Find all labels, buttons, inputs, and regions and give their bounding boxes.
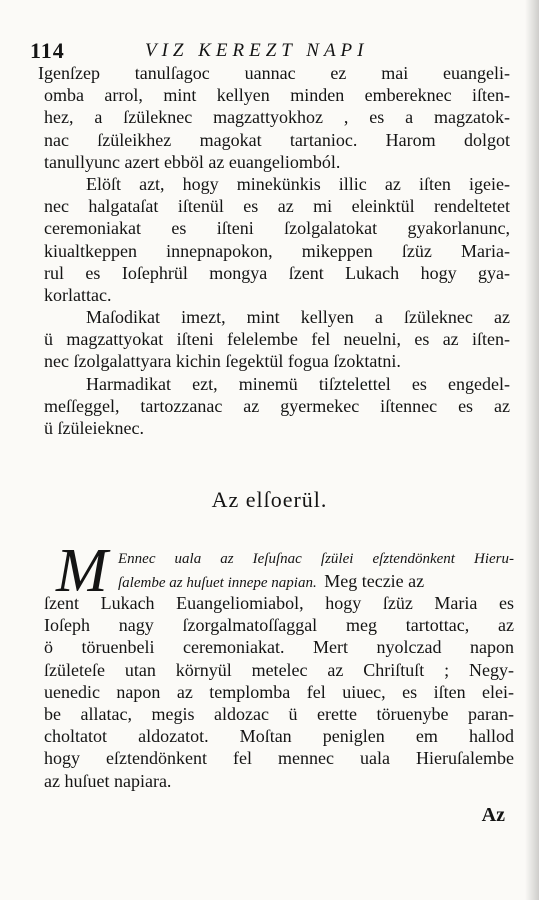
- text-line: Ioſeph nagy ſzorgalmatoſſaggal meg tartottac, az: [44, 615, 514, 636]
- text-line: nec halgataſat iſtenül es az mi eleinktül rendeltetet: [44, 196, 510, 217]
- text-line: tanullyunc azert ebböl az euangeliomból.: [44, 151, 341, 172]
- text-line: hogy eſztendönkent fel mennec uala Hieruſalembe: [44, 748, 514, 769]
- text-line: nac ſzüleikhez magokat tartanioc. Harom dolgot: [44, 129, 510, 150]
- italic-line: Ennec uala az Ieſuſnac ſzülei eſztendönkent Hieru-: [118, 551, 514, 567]
- text-line: az huſuet napiara.: [44, 770, 172, 791]
- text-line: ö töruenbeli ceremoniakat. Mert nyolczad napon: [44, 637, 514, 658]
- text-line: ü magzattyokat iſteni felelembe fel neuelni, es az iſten-: [44, 329, 510, 350]
- italic-line: ſalembe az huſuet innepe napian.: [118, 575, 317, 591]
- lead-continuation: Meg teczie az: [324, 571, 425, 591]
- lead-italic-text: [118, 548, 514, 592]
- text-line: ſzületeſe utan környül metelec az Chriſtuſt ; Negy-: [44, 659, 514, 680]
- text-line: choltatot aldozatot. Moſtan peniglen em hallod: [44, 726, 514, 747]
- page-number: 114: [30, 38, 65, 63]
- text-line: Elöſt azt, hogy minekünkis illic az iſten igeie-: [86, 173, 510, 194]
- paragraph-2: [44, 173, 510, 306]
- paragraph-1: [38, 62, 510, 173]
- text-line: omba arrol, mint kellyen minden embereknec iſten-: [44, 85, 510, 106]
- section-heading: Az elſoerül.: [211, 487, 328, 512]
- text-line: kiualtkeppen innepnapokon, mikeppen ſzüz Maria-: [44, 240, 510, 261]
- paragraph-4: [44, 373, 510, 440]
- text-line: meſſeggel, tartozzanac az gyermekec iſtennec es az: [44, 395, 510, 416]
- section-body: [44, 592, 514, 792]
- body-text: [38, 62, 510, 439]
- text-line: nec ſzolgalattyara kichin ſegektül fogua ſzoktatni.: [44, 351, 401, 372]
- text-line: korlattac.: [44, 284, 112, 305]
- text-line: ceremoniakat es iſteni ſzolgalatokat gyakorlanunc,: [44, 218, 510, 239]
- page-edge-shadow: [525, 0, 539, 900]
- text-line: hez, a ſzüleknec magzattyokhoz , es a magzatok-: [44, 107, 510, 128]
- text-line: Igenſzep tanulſagoc uannac ez mai euangeli-: [38, 63, 510, 83]
- page-header: [30, 38, 510, 62]
- running-head: VIZ KEREZT NAPI: [145, 40, 369, 61]
- text-line: uenedic napon az templomba fel uiuec, es iſten elei-: [44, 681, 514, 702]
- drop-cap: M: [56, 537, 108, 605]
- text-line: ſzent Lukach Euangeliomiabol, hogy ſzüz Maria es: [44, 593, 514, 613]
- text-line: be allatac, megis aldozac ü erette töruenybe paran-: [44, 703, 514, 724]
- catchword: Az: [481, 804, 505, 826]
- text-line: ü ſzüleieknec.: [44, 418, 144, 438]
- text-line: rul es Ioſephrül mongya ſzent Lukach hogy gya-: [44, 262, 510, 283]
- text-line: Maſodikat imezt, mint kellyen a ſzüleknec az: [86, 307, 510, 328]
- paragraph-3: [44, 306, 510, 373]
- text-line: Harmadikat ezt, minemü tiſztelettel es engedel-: [86, 373, 510, 394]
- italic-line-with-continuation: [118, 570, 514, 592]
